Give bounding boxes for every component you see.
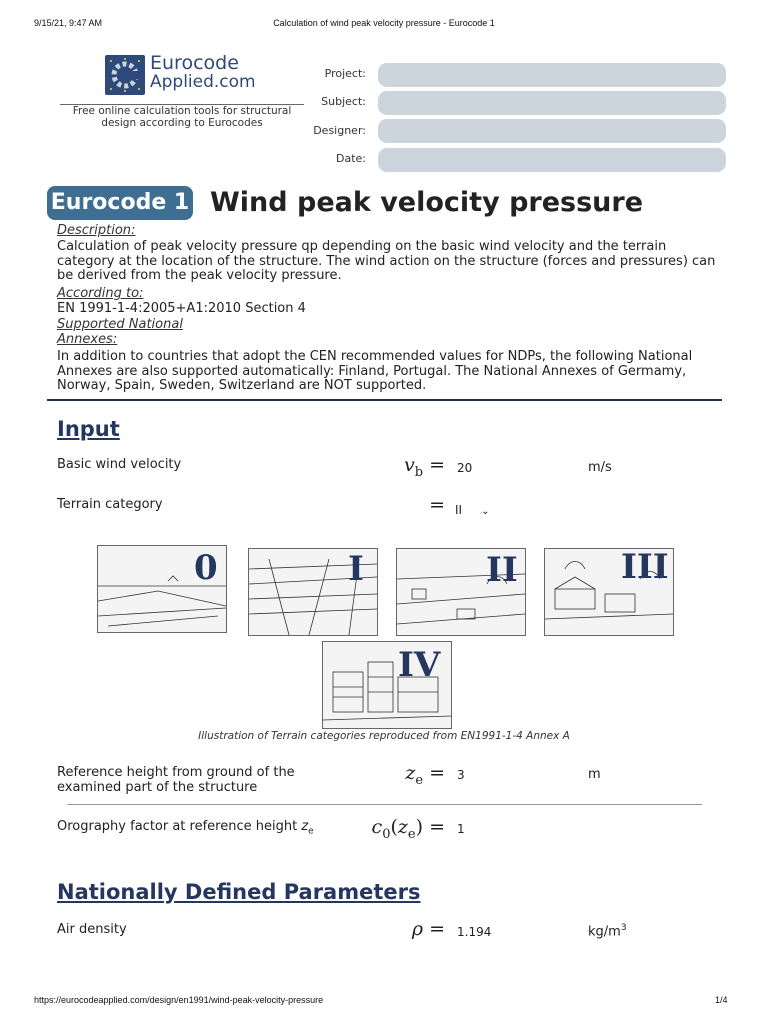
date-field[interactable]	[378, 148, 726, 172]
annexes-text: In addition to countries that adopt the CEN recommended values for NDPs, the following National Annexes are also supported automatically: Finland, Portugal. The National Annexes of Germamy, Norway, Spain, Sweden, Switzerland are NOT supported.	[57, 349, 693, 393]
orography-symbol-sub: 0	[382, 826, 391, 842]
orography-symbol: $c_0(z_e)$ =	[371, 816, 445, 842]
reference-height-symbol: $z_e$ =	[405, 762, 445, 788]
according-label: According to:	[57, 286, 144, 301]
orography-label-sub: e	[308, 826, 314, 837]
print-page-count: 1/4	[715, 995, 728, 1005]
air-density-input[interactable]: 1.194	[457, 925, 492, 939]
national-annexes-label	[57, 318, 183, 347]
terrain-selected-value: II	[455, 503, 463, 517]
chevron-down-icon: ⌄	[481, 506, 490, 517]
description-label: Description:	[57, 223, 136, 238]
page-title: Wind peak velocity pressure	[210, 187, 644, 218]
date-label: Date:	[336, 152, 366, 165]
project-field[interactable]	[378, 63, 726, 87]
height-symbol-z: z	[405, 762, 416, 784]
row-divider	[67, 804, 702, 805]
designer-label: Designer:	[313, 124, 366, 137]
air-density-rho: ρ	[411, 918, 424, 940]
input-heading: Input	[57, 417, 120, 441]
subject-field[interactable]	[378, 91, 726, 115]
wind-velocity-unit: m/s	[588, 460, 612, 475]
orography-arg-z: z	[397, 816, 408, 838]
terrain-label-III: III	[621, 547, 669, 587]
orography-arg-sub: e	[407, 826, 416, 842]
designer-field[interactable]	[378, 119, 726, 143]
orography-input[interactable]: 1	[457, 822, 465, 836]
terrain-label-0: 0	[194, 548, 218, 588]
orography-label-z: z	[301, 819, 309, 834]
reference-height-label-line2: examined part of the structure	[57, 779, 258, 795]
orography-label	[57, 820, 314, 839]
orography-symbol-c: c	[371, 816, 383, 838]
logo-wordmark[interactable]	[150, 54, 256, 92]
logo-line1: Eurocode	[150, 52, 239, 74]
height-symbol-sub: e	[415, 772, 424, 788]
terrain-equals: =	[429, 494, 445, 516]
wind-symbol-sub: b	[414, 464, 424, 480]
wind-velocity-input[interactable]: 20	[457, 461, 473, 475]
project-label: Project:	[324, 67, 366, 80]
wind-symbol-v: v	[403, 454, 415, 476]
tagline: Free online calculation tools for structural design according to Eurocodes	[60, 104, 304, 129]
reference-height-input[interactable]: 3	[457, 768, 465, 782]
terrain-label-I: I	[348, 549, 364, 589]
description-text: Calculation of peak velocity pressure qp depending on the basic wind velocity and the terrain category at the location of the structure. The wind action on the structure (forces and pressures) can be derived from the peak velocity pressure.	[57, 239, 716, 283]
print-tab-title: Calculation of wind peak velocity pressure - Eurocode 1	[273, 18, 495, 28]
orography-label-text: Orography factor at reference height	[57, 819, 298, 834]
air-density-label: Air density	[57, 922, 127, 937]
print-datetime: 9/15/21, 9:47 AM	[34, 18, 103, 28]
terrain-label-IV: IV	[398, 645, 441, 685]
section-divider	[47, 399, 722, 401]
eurocode-logo-icon[interactable]	[105, 55, 145, 95]
terrain-category-select[interactable]	[455, 499, 490, 518]
ndp-heading: Nationally Defined Parameters	[57, 880, 421, 904]
eurocode-badge: Eurocode 1	[47, 186, 193, 220]
terrain-category-label: Terrain category	[57, 497, 163, 512]
reference-height-label-line1: Reference height from ground of the	[57, 765, 295, 780]
terrain-label-II: II	[486, 550, 518, 590]
logo-line2: Applied.com	[150, 72, 256, 92]
wind-velocity-symbol: $v_b$ =	[403, 454, 445, 480]
reference-height-unit: m	[588, 767, 601, 782]
subject-label: Subject:	[321, 95, 366, 108]
print-url: https://eurocodeapplied.com/design/en1991/wind-peak-velocity-pressure	[34, 995, 324, 1005]
air-density-unit	[588, 923, 627, 939]
annex-label-line1: Supported National	[57, 317, 183, 332]
terrain-caption: Illustration of Terrain categories reproduced from EN1991-1-4 Annex A	[198, 730, 570, 742]
wind-velocity-label: Basic wind velocity	[57, 457, 182, 472]
reference-height-label	[57, 766, 295, 795]
annex-label-line2: Annexes:	[57, 331, 118, 347]
air-density-unit-sup: 3	[620, 923, 627, 933]
air-density-unit-base: kg/m	[588, 924, 621, 940]
according-text: EN 1991-1-4:2005+A1:2010 Section 4	[57, 301, 306, 316]
air-density-symbol: ρ =	[411, 918, 445, 940]
